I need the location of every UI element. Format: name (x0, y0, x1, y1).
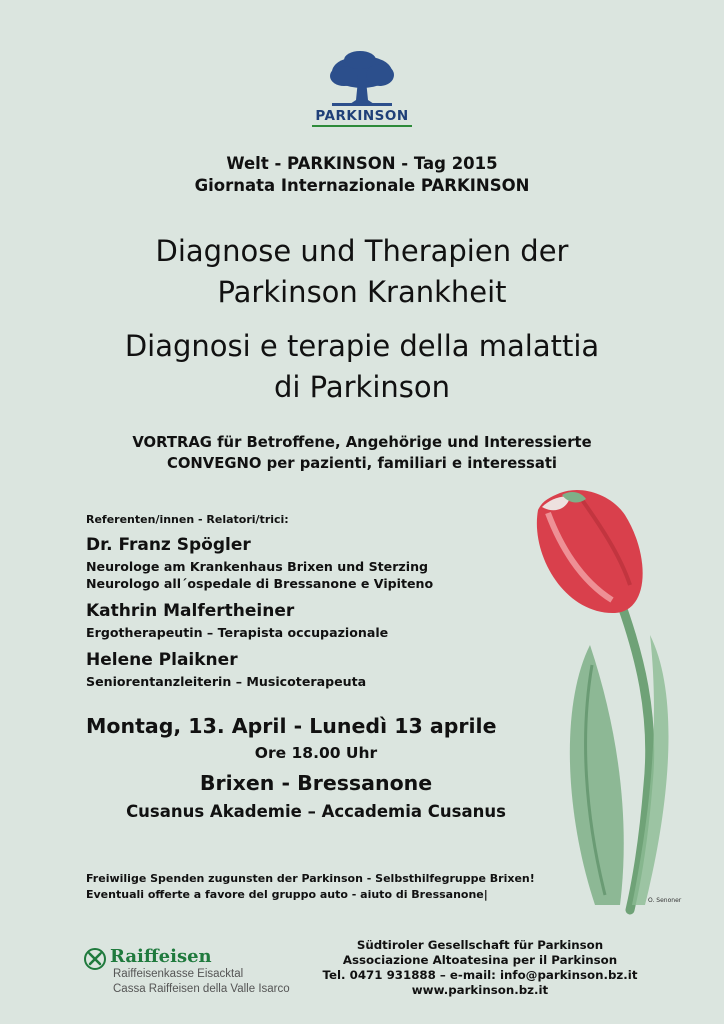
event-date: Montag, 13. April - Lunedì 13 aprile (86, 714, 497, 738)
footer-line-2: Associazione Altoatesina per il Parkinson (342, 953, 618, 967)
raiffeisen-cross-icon (84, 948, 106, 970)
speaker-desc-2: Ergotherapeutin – Terapista occupazionale (86, 625, 389, 640)
footer-line-3: Tel. 0471 931888 – e-mail: info@parkinson.bz.it (322, 968, 638, 982)
title-it-line-1: Diagnosi e terapie della malattia (124, 329, 600, 363)
speaker-name-1: Dr. Franz Spögler (86, 535, 251, 555)
footer-website: www.parkinson.bz.it (411, 983, 549, 997)
parkinson-logo (310, 50, 414, 130)
event-venue: Cusanus Akademie – Accademia Cusanus (126, 802, 506, 821)
title-it-line-2: di Parkinson (273, 370, 451, 404)
title-de-line-2: Parkinson Krankheit (217, 275, 507, 309)
sponsor-line-1: Raiffeisenkasse Eisacktal (113, 968, 244, 980)
speaker-name-3: Helene Plaikner (86, 650, 238, 670)
speakers-heading: Referenten/innen - Relatori/trici: (86, 513, 289, 526)
speaker-name-2: Kathrin Malfertheiner (86, 601, 295, 621)
artwork-credit: O. Senoner (648, 897, 682, 904)
footer-block (300, 938, 660, 998)
event-line-2: Giornata Internazionale PARKINSON (194, 176, 530, 195)
donation-line-2: Eventuali offerte a favore del gruppo auto - aiuto di Bressanone| (86, 888, 488, 901)
event-time: Ore 18.00 Uhr (254, 744, 378, 762)
subtitle-it: CONVEGNO per pazienti, familiari e interessati (166, 455, 557, 472)
subtitle-de: VORTRAG für Betroffene, Angehörige und Interessierte (132, 434, 592, 451)
event-city: Brixen - Bressanone (199, 771, 433, 795)
logo-underline (312, 125, 412, 127)
logo-text: PARKINSON (315, 108, 409, 124)
tree-icon (310, 50, 414, 108)
speaker-desc-3: Seniorentanzleiterin – Musicoterapeuta (86, 674, 367, 689)
speaker-desc-1a: Neurologe am Krankenhaus Brixen und Sterzing (86, 559, 429, 574)
footer-line-1: Südtiroler Gesellschaft für Parkinson (356, 938, 604, 952)
speaker-desc-1b: Neurologo all´ospedale di Bressanone e Vipiteno (86, 576, 434, 591)
sponsor-line-2: Cassa Raiffeisen della Valle Isarco (113, 983, 290, 995)
tulip-icon (520, 485, 700, 915)
sponsor-name: Raiffeisen (110, 946, 212, 967)
donation-line-1: Freiwilige Spenden zugunsten der Parkinson - Selbsthilfegruppe Brixen! (86, 872, 535, 885)
title-de-line-1: Diagnose und Therapien der (155, 234, 569, 268)
event-line-1: Welt - PARKINSON - Tag 2015 (226, 154, 498, 173)
